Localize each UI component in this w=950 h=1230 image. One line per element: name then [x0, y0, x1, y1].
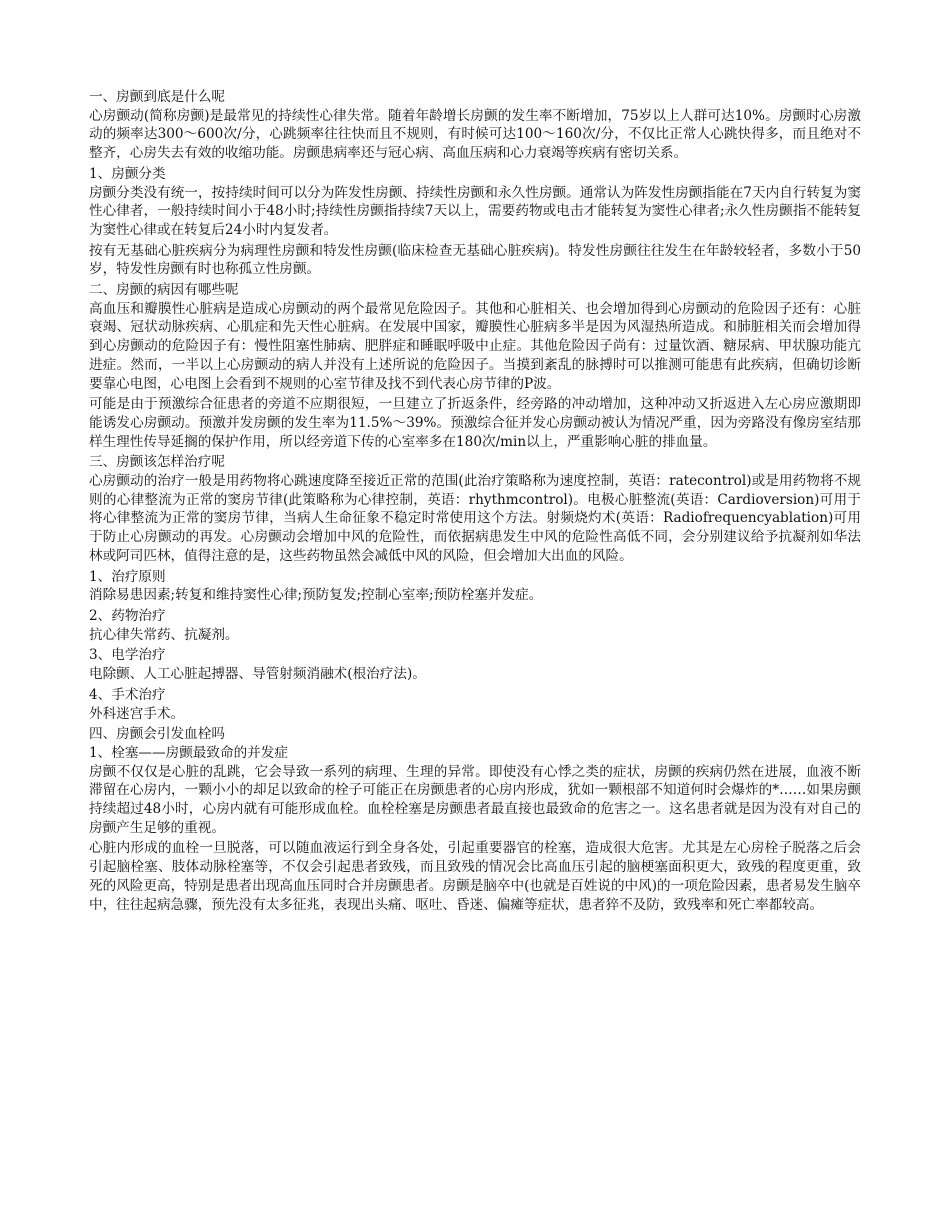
subheading-treatment-principles: 1、治疗原则: [89, 568, 166, 585]
paragraph-electrical-therapy: 电除颤、人工心脏起搏器、导管射频消融术(根治疗法)。: [89, 666, 426, 683]
subheading-electrical-therapy: 3、电学治疗: [89, 647, 166, 664]
paragraph-preexcitation: 可能是由于预激综合征患者的旁道不应期很短，一旦建立了折返条件，经旁路的冲动增加，这种冲动又折返进入左心房应激期即能诱发心房颤动。预激并发房颤的发生率为11.5%～39%。预激综合征并发心房颤动被认为情况严重，因为旁路没有像房室结那样生理性传导延搁的保护作用，所以经旁道下传的心室率多在180次/min以上，严重影响心脏的排血量。: [89, 396, 861, 450]
section-heading-what-is-af: 一、房颤到底是什么呢: [89, 89, 225, 105]
subheading-classification: 1、房颤分类: [89, 165, 166, 182]
paragraph-treatment-principles: 消除易患因素;转复和维持窦性心律;预防复发;控制心室率;预防栓塞并发症。: [89, 587, 543, 604]
section-heading-causes: 二、房颤的病因有哪些呢: [89, 282, 239, 299]
subheading-embolism: 1、栓塞——房颤最致命的并发症: [89, 744, 288, 761]
section-heading-treatment: 三、房颤该怎样治疗呢: [89, 454, 225, 471]
paragraph-drug-therapy: 抗心律失常药、抗凝剂。: [89, 626, 239, 643]
paragraph-classification-cause: 按有无基础心脏疾病分为病理性房颤和特发性房颤(临床检查无基础心脏疾病)。特发性房颤往往发生在年龄较轻者，多数小于50岁，特发性房颤有时也称孤立性房颤。: [89, 242, 861, 278]
section-heading-thrombosis: 四、房颤会引发血栓吗: [89, 726, 225, 743]
paragraph-classification-duration: 房颤分类没有统一，按持续时间可以分为阵发性房颤、持续性房颤和永久性房颤。通常认为阵发性房颤指能在7天内自行转复为窦性心律者，一般持续时间小于48小时;持续性房颤指持续7天以上，需要药物或电击才能转复为窦性心律者;永久性房颤指不能转复为窦性心律或在转复后24小时内复发者。: [89, 184, 861, 238]
paragraph-surgery: 外科迷宫手术。: [89, 705, 185, 722]
paragraph-risk-factors: 高血压和瓣膜性心脏病是造成心房颤动的两个最常见危险因子。其他和心脏相关、也会增加得到心房颤动的危险因子还有：心脏衰竭、冠状动脉疾病、心肌症和先天性心脏病。在发展中国家，瓣膜性心脏病多半是因为风湿热所造成。和肺脏相关而会增加得到心房颤动的危险因子有：慢性阻塞性肺病、肥胖症和睡眠呼吸中止症。其他危险因子尚有：过量饮酒、糖尿病、甲状腺功能亢进症。然而，一半以上心房颤动的病人并没有上述所说的危险因子。当摸到紊乱的脉搏时可以推测可能患有此疾病，但确切诊断要靠心电图，心电图上会看到不规则的心室节律及找不到代表心房节律的P波。: [89, 300, 861, 392]
subheading-surgery: 4、手术治疗: [89, 686, 166, 703]
paragraph-treatment-overview: 心房颤动的治疗一般是用药物将心跳速度降至接近正常的范围(此治疗策略称为速度控制，英语：ratecontrol)或是用药物将不规则的心律整流为正常的窦房节律(此策略称为心律控制，英语：rhythmcontrol)。电极心脏整流(英语：Cardioversion)可用于将心律整流为正常的窦房节律，当病人生命征象不稳定时常使用这个方法。射频烧灼术(英语：Radiofrequencyablation)可用于防止心房颤动的再发。心房颤动会增加中风的危险性，而依据病患发生中风的危险性高低不同，会分别建议给予抗凝剂如华法林或阿司匹林，值得注意的是，这些药物虽然会减低中风的风险，但会增加大出血的风险。: [89, 473, 861, 564]
paragraph-embolism-risk: 房颤不仅仅是心脏的乱跳，它会导致一系列的病理、生理的异常。即使没有心悸之类的症状，房颤的疾病仍然在进展，血液不断滞留在心房内，一颗小小的却足以致命的栓子可能正在房颤患者的心房内形成，犹如一颗根部不知道何时会爆炸的*……如果房颤持续超过48小时，心房内就有可能形成血栓。血栓栓塞是房颤患者最直接也最致命的危害之一。这名患者就是因为没有对自己的房颤产生足够的重视。: [89, 763, 861, 836]
paragraph-definition: 心房颤动(简称房颤)是最常见的持续性心律失常。随着年龄增长房颤的发生率不断增加，75岁以上人群可达10%。房颤时心房激动的频率达300～600次/分，心跳频率往往快而且不规则，有时候可达100～160次/分，不仅比正常人心跳快得多，而且绝对不整齐，心房失去有效的收缩功能。房颤患病率还与冠心病、高血压病和心力衰竭等疾病有密切关系。: [89, 107, 861, 162]
paragraph-embolism-consequences: 心脏内形成的血栓一旦脱落，可以随血液运行到全身各处，引起重要器官的栓塞，造成很大危害。尤其是左心房栓子脱落之后会引起脑栓塞、肢体动脉栓塞等，不仅会引起患者致残，而且致残的情况会比高血压引起的脑梗塞面积更大，致残的程度更重，致死的风险更高，特别是患者出现高血压同时合并房颤患者。房颤是脑卒中(也就是百姓说的中风)的一项危险因素，患者易发生脑卒中，往往起病急骤，预先没有太多征兆，表现出头痛、呕吐、昏迷、偏瘫等症状，患者猝不及防，致残率和死亡率都较高。: [89, 840, 861, 913]
document-body: [89, 88, 861, 916]
subheading-drug-therapy: 2、药物治疗: [89, 607, 166, 624]
